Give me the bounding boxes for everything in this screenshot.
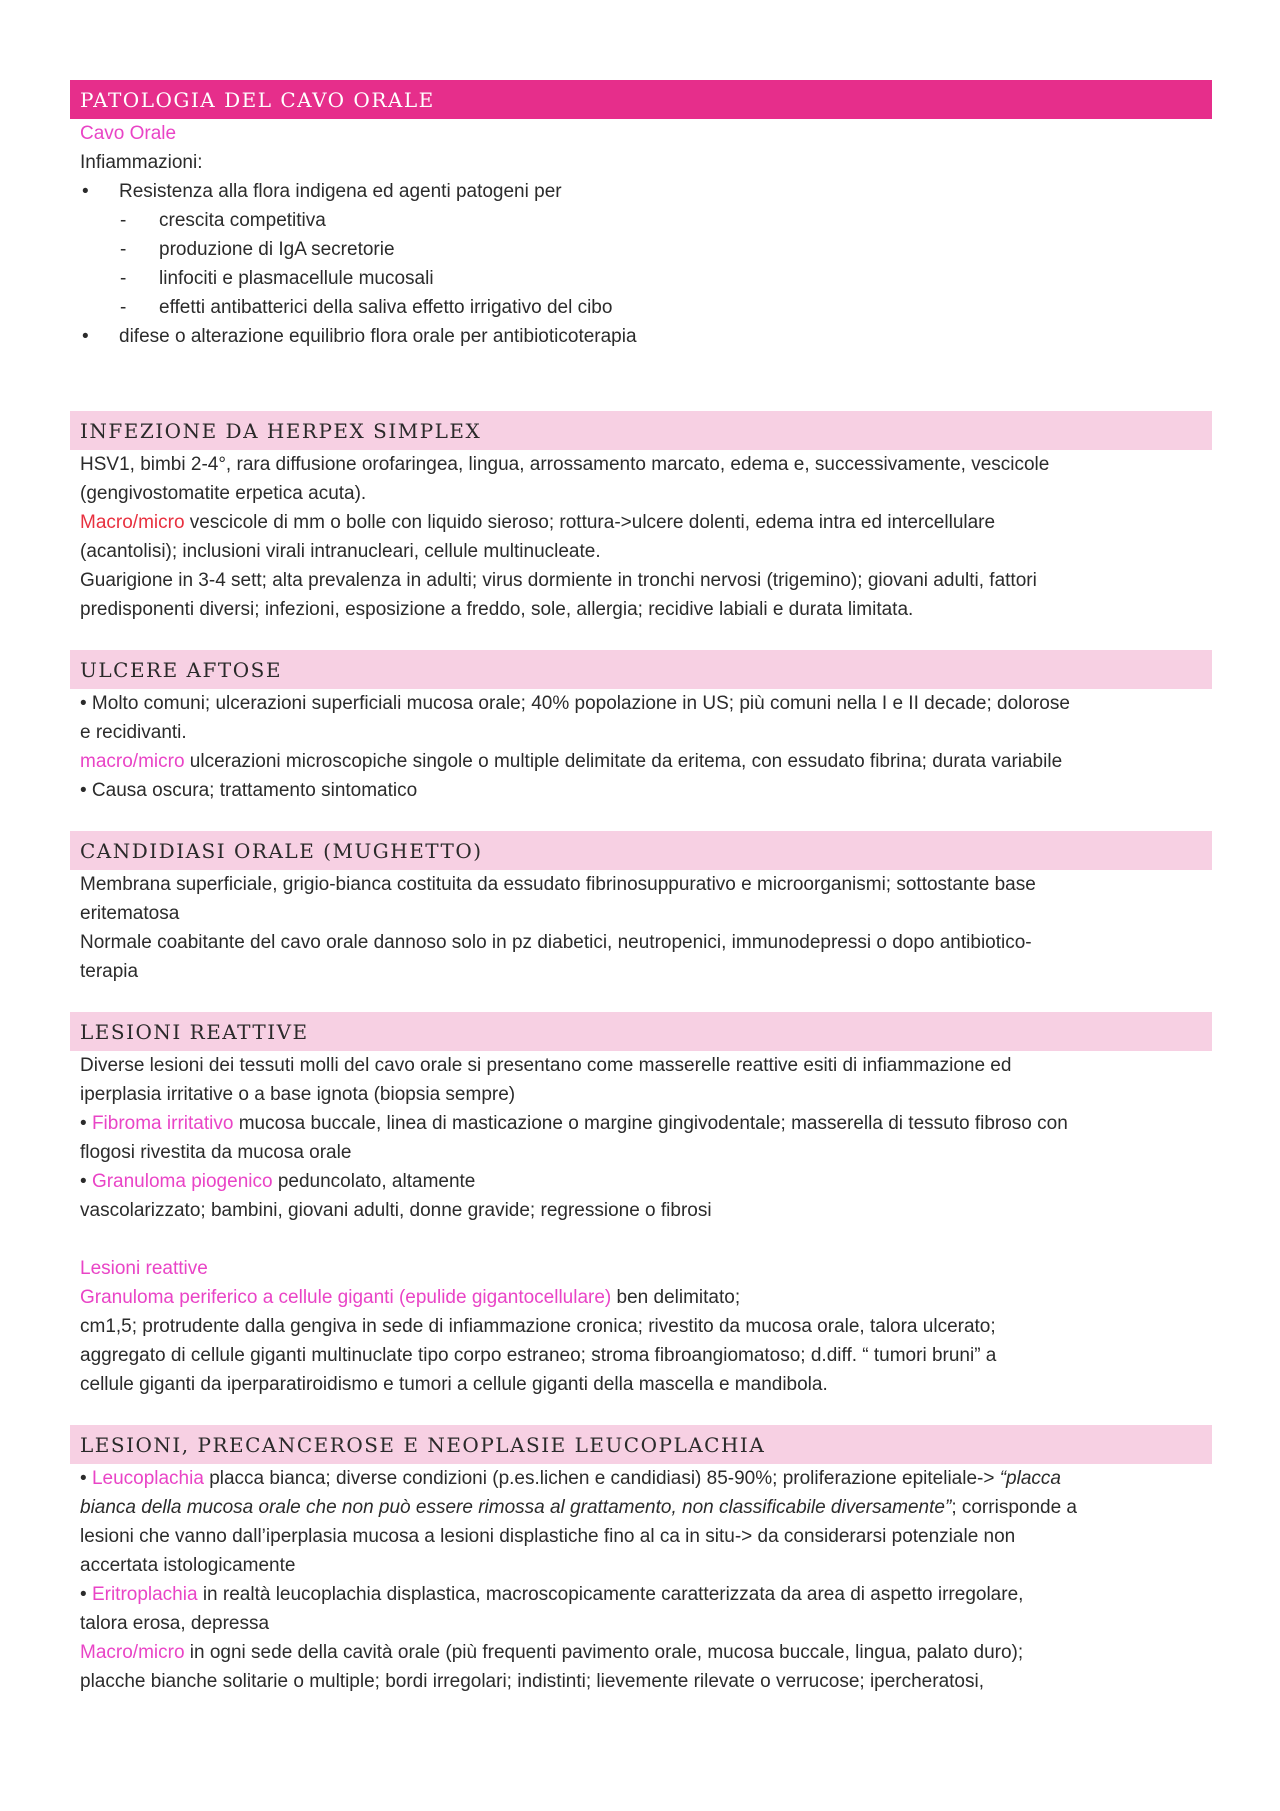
- section-title: LESIONI, PRECANCEROSE E NEOPLASIE LEUCOPLACHIA: [80, 1432, 766, 1457]
- eritroplachia-label: Eritroplachia: [91, 1584, 198, 1605]
- intro-line: Infiammazioni:: [80, 152, 203, 173]
- section-header-precancerose: [70, 1425, 1212, 1464]
- paragraph-line: talora erosa, depressa: [80, 1613, 270, 1634]
- dash-icon: -: [120, 210, 127, 231]
- bullet-icon: •: [80, 1171, 92, 1192]
- dash-item: [80, 293, 1212, 322]
- paragraph-line: Macro/micro vescicole di mm o bolle con liquido sieroso; rottura->ulcere dolenti, edema intra ed intercellulare: [80, 512, 996, 533]
- bullet-icon: •: [80, 1584, 92, 1605]
- dash-item: [80, 264, 1212, 293]
- paragraph-line: aggregato di cellule giganti multinuclate tipo corpo estraneo; stroma fibroangiomatoso; d.diff. “ tumori bruni” a: [80, 1345, 997, 1366]
- paragraph-line: HSV1, bimbi 2-4°, rara diffusione orofaringea, lingua, arrossamento marcato, edema e, successivamente, vescicole: [80, 454, 1050, 475]
- paragraph-line: • Fibroma irritativo mucosa buccale, linea di masticazione o margine gingivodentale; masserella di tessuto fibroso con: [80, 1113, 1068, 1134]
- paragraph-line: predisponenti diversi; infezioni, esposizione a freddo, sole, allergia; recidive labiali e durata limitata.: [80, 599, 914, 620]
- paragraph-line: macro/micro ulcerazioni microscopiche singole o multiple delimitate da eritema, con essudato fibrina; durata variabile: [80, 751, 1063, 772]
- document-content: [70, 80, 1212, 1696]
- granuloma-periferico-label: Granuloma periferico a cellule giganti (epulide gigantocellulare): [80, 1287, 612, 1308]
- section-title: INFEZIONE DA HERPEX SIMPLEX: [80, 418, 482, 443]
- dash-text: crescita competitiva: [159, 210, 326, 231]
- paragraph-line: cm1,5; protrudente dalla gengiva in sede di infiammazione cronica; rivestito da mucosa orale, talora ulcerato;: [80, 1316, 996, 1337]
- section-header-patologia: [70, 80, 1212, 119]
- section-title: CANDIDIASI ORALE (MUGHETTO): [80, 838, 483, 863]
- bullet-icon: •: [80, 1468, 92, 1489]
- granuloma-label: Granuloma piogenico: [91, 1171, 273, 1192]
- paragraph-line: Macro/micro in ogni sede della cavità orale (più frequenti pavimento orale, mucosa buccale, lingua, palato duro);: [80, 1642, 1024, 1663]
- paragraph-line: terapia: [80, 961, 139, 982]
- macro-micro-label: Macro/micro: [80, 1642, 185, 1663]
- dash-icon: -: [120, 239, 127, 260]
- dash-item: [80, 206, 1212, 235]
- section-body-lesioni-reattive: [70, 1051, 1212, 1399]
- section-title: ULCERE AFTOSE: [80, 657, 282, 682]
- paragraph-line: cellule giganti da iperparatiroidismo e tumori a cellule giganti della mascella e mandibola.: [80, 1374, 828, 1395]
- section-body-herpes: [70, 450, 1212, 624]
- section-body-patologia: [70, 119, 1212, 351]
- dash-icon: -: [120, 268, 127, 289]
- bullet-icon: •: [82, 181, 89, 202]
- paragraph-line: (acantolisi); inclusioni virali intranucleari, cellule multinucleate.: [80, 541, 601, 562]
- paragraph-line: • Molto comuni; ulcerazioni superficiali mucosa orale; 40% popolazione in US; più comuni nella I e II decade; dolorose: [80, 693, 1070, 714]
- section-body-ulcere: [70, 689, 1212, 805]
- dash-item: [80, 235, 1212, 264]
- fibroma-label: Fibroma irritativo: [91, 1113, 234, 1134]
- paragraph-line: flogosi rivestita da mucosa orale: [80, 1142, 352, 1163]
- subheading-cavo-orale: Cavo Orale: [80, 123, 177, 144]
- dash-icon: -: [120, 297, 127, 318]
- bullet-item: [80, 322, 1212, 351]
- section-header-ulcere: [70, 650, 1212, 689]
- paragraph-line: • Granuloma piogenico peduncolato, altamente: [80, 1171, 476, 1192]
- subheading-lesioni-reattive: Lesioni reattive: [80, 1258, 208, 1279]
- paragraph-line: Membrana superficiale, grigio-bianca costituita da essudato fibrinosuppurativo e microorganismi; sottostante base: [80, 874, 1036, 895]
- leucoplachia-label: Leucoplachia: [91, 1468, 204, 1489]
- macro-micro-label: macro/micro: [80, 751, 185, 772]
- section-header-candidiasi: [70, 831, 1212, 870]
- bullet-item: [80, 177, 1212, 206]
- section-body-candidiasi: [70, 870, 1212, 986]
- paragraph-line: eritematosa: [80, 903, 180, 924]
- paragraph-line: bianca della mucosa orale che non può essere rimossa al grattamento, non classificabile diversamente”; corrisponde a: [80, 1497, 1077, 1518]
- macro-micro-label: Macro/micro: [80, 512, 185, 533]
- paragraph-line: accertata istologicamente: [80, 1555, 296, 1576]
- bullet-text: Resistenza alla flora indigena ed agenti patogeni per: [119, 181, 562, 202]
- paragraph-line: • Leucoplachia placca bianca; diverse condizioni (p.es.lichen e candidiasi) 85-90%; proliferazione epiteliale-> “placca: [80, 1468, 1061, 1489]
- bullet-icon: •: [80, 1113, 92, 1134]
- paragraph-line: • Eritroplachia in realtà leucoplachia displastica, macroscopicamente caratterizzata da area di aspetto irregolare,: [80, 1584, 1024, 1605]
- dash-text: linfociti e plasmacellule mucosali: [159, 268, 434, 289]
- paragraph-line: (gengivostomatite erpetica acuta).: [80, 483, 367, 504]
- paragraph-line: iperplasia irritative o a base ignota (biopsia sempre): [80, 1084, 516, 1105]
- section-header-herpes: [70, 411, 1212, 450]
- dash-text: produzione di IgA secretorie: [159, 239, 395, 260]
- paragraph-line: • Causa oscura; trattamento sintomatico: [80, 780, 418, 801]
- section-title: PATOLOGIA DEL CAVO ORALE: [80, 87, 435, 112]
- paragraph-line: Normale coabitante del cavo orale dannoso solo in pz diabetici, neutropenici, immunodepressi o dopo antibiotico-: [80, 932, 1032, 953]
- section-title: LESIONI REATTIVE: [80, 1019, 309, 1044]
- paragraph-line: Guarigione in 3-4 sett; alta prevalenza in adulti; virus dormiente in tronchi nervosi (trigemino); giovani adulti, fattori: [80, 570, 1037, 591]
- bullet-icon: •: [82, 326, 89, 347]
- dash-text: effetti antibatterici della saliva effetto irrigativo del cibo: [159, 297, 613, 318]
- section-body-precancerose: [70, 1464, 1212, 1696]
- bullet-text: difese o alterazione equilibrio flora orale per antibioticoterapia: [119, 326, 637, 347]
- paragraph-line: vascolarizzato; bambini, giovani adulti, donne gravide; regressione o fibrosi: [80, 1200, 712, 1221]
- paragraph-line: Diverse lesioni dei tessuti molli del cavo orale si presentano come masserelle reattive esiti di infiammazione ed: [80, 1055, 1012, 1076]
- paragraph-line: e recidivanti.: [80, 722, 187, 743]
- section-header-lesioni-reattive: [70, 1012, 1212, 1051]
- paragraph-line: placche bianche solitarie o multiple; bordi irregolari; indistinti; lievemente rilevate o verrucose; ipercheratosi,: [80, 1671, 984, 1692]
- paragraph-line: lesioni che vanno dall’iperplasia mucosa a lesioni displastiche fino al ca in situ-> da considerarsi potenziale non: [80, 1526, 1016, 1547]
- paragraph-line: Granuloma periferico a cellule giganti (epulide gigantocellulare) ben delimitato;: [80, 1287, 741, 1308]
